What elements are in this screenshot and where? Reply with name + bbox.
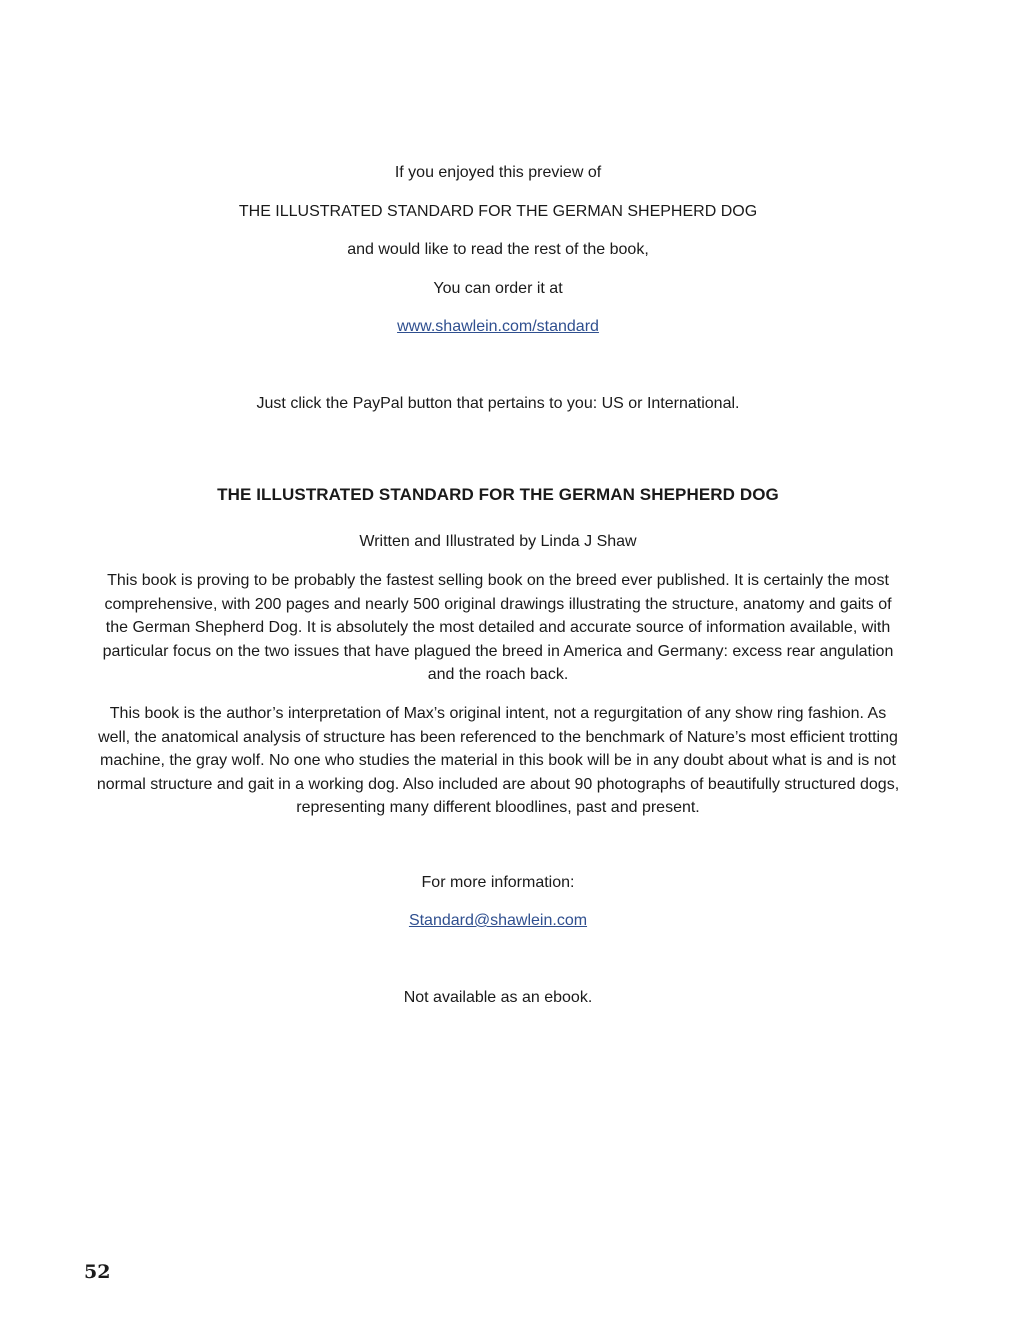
email-link[interactable]: Standard@shawlein.com (408, 912, 588, 929)
promo-book-title-line: THE ILLUSTRATED STANDARD FOR THE GERMAN SHEPHERD DOG (238, 203, 758, 220)
order-link[interactable]: www.shawlein.com/standard (397, 318, 599, 335)
ebook-note: Not available as an ebook. (403, 989, 593, 1006)
promo-order-line: You can order it at (433, 280, 563, 297)
more-info-label: For more information: (421, 874, 575, 891)
order-link-container (0, 317, 996, 337)
book-description-paragraph-2: This book is the author’s interpretation of Max’s original intent, not a regurgitation of any show ring fashion. As well, the anatomical analysis of structure has been referenced to the benchmark of Nature’s most efficient trotting machine, the gray wolf. No one who studies the material in this book will be in any doubt about what is and is not normal structure and gait in a working dog. Also included are about 90 photographs of beautifully structured dogs, representing many different bloodlines, past and present. (96, 705, 900, 816)
page-number: 52 (84, 1261, 111, 1283)
book-byline: Written and Illustrated by Linda J Shaw (359, 533, 637, 550)
book-title-heading: THE ILLUSTRATED STANDARD FOR THE GERMAN SHEPHERD DOG (217, 485, 779, 504)
paypal-instruction: Just click the PayPal button that pertains to you: US or International. (256, 395, 740, 412)
promo-intro-line: If you enjoyed this preview of (394, 164, 602, 181)
email-link-container (0, 911, 996, 931)
promo-read-rest-line: and would like to read the rest of the book, (347, 241, 649, 258)
book-description-paragraph-1: This book is proving to be probably the fastest selling book on the breed ever published. It is certainly the most comprehensive, with 200 pages and nearly 500 original drawings illustrating the structure, anatomy and gaits of the German Shepherd Dog. It is absolutely the most detailed and accurate source of information available, with particular focus on the two issues that have plagued the breed in America and Germany: excess rear angulation and the roach back. (102, 572, 894, 683)
